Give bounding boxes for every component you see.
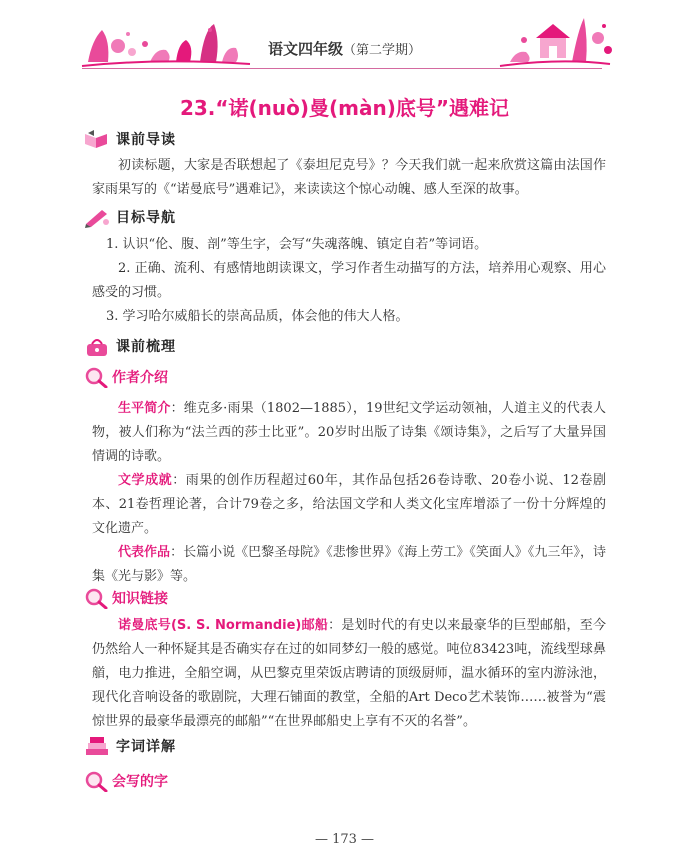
entry-text: ：长篇小说《巴黎圣母院》《悲惨世界》《海上劳工》《笑面人》《九三年》，诗集《光与影》等。 <box>92 545 606 584</box>
entry-text: ：是划时代的有史以来最豪华的巨型邮船，至今仍然给人一种怀疑其是否确实存在过的如同梦幻一般的感觉。吨位83423吨，流线型球鼻艏，电力推进，全船空调，从巴黎克里荣饭店聘请的顶级厨师，温水循环的室内游泳池，现代化音响设备的歌剧院，大理石铺面的教堂，全船的Art Deco艺术装饰……被誉为“震惊世界的最豪华最漂亮的邮船”“在世界邮船史上享有不灭的名誉”。 <box>92 618 606 729</box>
preview-paragraph: 初读标题，大家是否联想起了《泰坦尼克号》？今天我们就一起来欣赏这篇由法国作家雨果写的《“诺曼底号”遇难记》，来读读这个惊心动魄、感人至深的故事。 <box>92 158 606 197</box>
subsection-title: 知识链接 <box>112 591 168 607</box>
lesson-title: 23.“诺(nuò)曼(màn)底号”遇难记 <box>179 96 510 120</box>
section-title: 课前梳理 <box>116 339 176 355</box>
section-title: 课前导读 <box>116 132 176 148</box>
bag-icon <box>82 335 112 357</box>
goal-item: 3. 学习哈尔威船长的崇高品质，体会他的伟大人格。 <box>106 309 409 324</box>
subsection-heading-knowledge <box>84 587 168 609</box>
book-icon <box>82 128 112 150</box>
page-header <box>0 0 689 80</box>
subsection-heading-author <box>84 366 168 388</box>
section-heading-words <box>82 734 176 758</box>
author-entry <box>92 469 606 541</box>
magnifier-icon <box>84 770 108 792</box>
header-title <box>0 38 689 59</box>
book-term: （第二学期） <box>343 43 422 58</box>
goal-item: 1. 认识“伦、腹、剖”等生字，会写“失魂落魄、镇定自若”等词语。 <box>106 237 488 252</box>
goal-item: 2. 正确、流利、有感情地朗读课文，学习作者生动描写的方法，培养用心观察、用心感受的习惯。 <box>92 261 606 300</box>
entry-text: ：维克多·雨果（1802—1885），19世纪文学运动领袖，人道主义的代表人物，被人们称为“法兰西的莎士比亚”。20岁时出版了诗集《颂诗集》，之后写了大量异国情调的诗歌。 <box>92 401 606 464</box>
magnifier-icon <box>84 366 108 388</box>
subsection-title: 作者介绍 <box>112 370 168 386</box>
subsection-heading-write <box>84 770 168 792</box>
header-divider <box>82 68 602 69</box>
books-stack-icon <box>82 735 112 757</box>
section-title: 字词详解 <box>116 739 176 755</box>
pencil-icon <box>82 206 112 228</box>
entry-label: 文学成就 <box>118 473 173 488</box>
knowledge-paragraph <box>92 614 606 734</box>
section-title: 目标导航 <box>116 210 176 226</box>
subsection-title: 会写的字 <box>112 774 168 790</box>
section-heading-preview <box>82 127 176 151</box>
magnifier-icon <box>84 587 108 609</box>
author-entry <box>92 397 606 469</box>
entry-label: 代表作品 <box>118 545 171 560</box>
section-heading-goals <box>82 205 176 229</box>
author-entry <box>92 541 606 589</box>
entry-text: ：雨果的创作历程超过60年，其作品包括26卷诗歌、20卷小说、12卷剧本、21卷哲理论著，合计79卷之多，给法国文学和人类文化宝库增添了一份十分辉煌的文化遗产。 <box>92 473 606 536</box>
section-heading-review <box>82 334 176 358</box>
entry-label: 诺曼底号(S. S. Normandie)邮船 <box>118 618 329 633</box>
page-number: — 173 — <box>314 832 375 847</box>
book-title: 语文四年级 <box>267 40 343 58</box>
entry-label: 生平简介 <box>118 401 171 416</box>
